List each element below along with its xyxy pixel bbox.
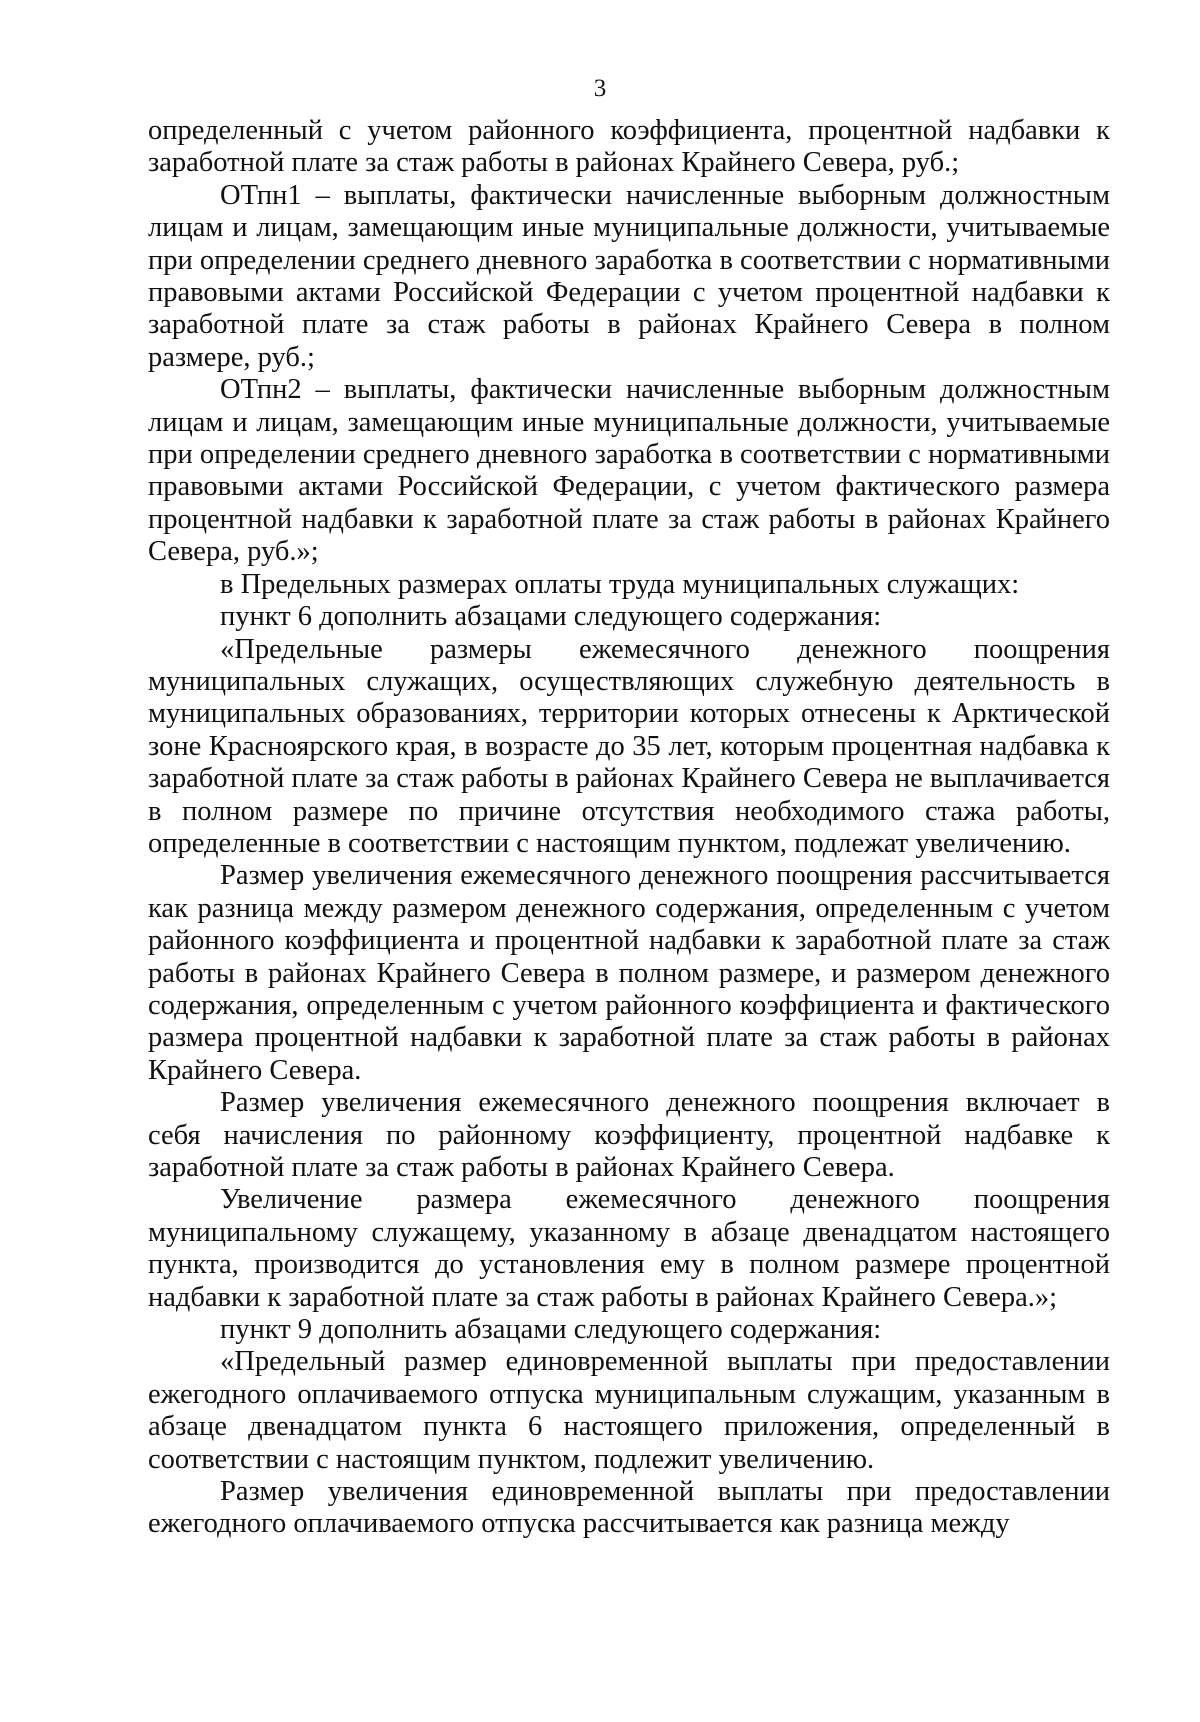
document-body: [148, 115, 1110, 1541]
paragraph-otpn2-definition: ОТпн2 – выплаты, фактически начисленные выборным должностным лицам и лицам, замещающим иные муниципальные должности, учитываемые при определении среднего дневного заработка в соответствии с нормативными правовыми актами Российской Федерации, с учетом фактического размера процентной надбавки к заработной плате за стаж работы в районах Крайнего Севера, руб.»;: [148, 374, 1110, 568]
paragraph-item-6-intro: пункт 6 дополнить абзацами следующего содержания:: [220, 601, 882, 633]
paragraph-otpn1-definition: ОТпн1 – выплаты, фактически начисленные выборным должностным лицам и лицам, замещающим иные муниципальные должности, учитываемые при определении среднего дневного заработка в соответствии с нормативными правовыми актами Российской Федерации с учетом процентной надбавки к заработной плате за стаж работы в районах Крайнего Севера в полном размере, руб.;: [148, 179, 1110, 373]
paragraph-item-6-duration: Увеличение размера ежемесячного денежного поощрения муниципальному служащему, указанному в абзаце двенадцатом настоящего пункта, производится до установления ему в полном размере процентной надбавки к заработной плате за стаж работы в районах Крайнего Севера.»;: [148, 1184, 1110, 1313]
paragraph-continuation: определенный с учетом районного коэффициента, процентной надбавки к заработной плате за стаж работы в районах Крайнего Севера, руб.;: [148, 115, 1110, 179]
paragraph-item-9-intro: пункт 9 дополнить абзацами следующего содержания:: [220, 1314, 882, 1346]
paragraph-item-6-calculation: Размер увеличения ежемесячного денежного поощрения рассчитывается как разница между размером денежного содержания, определенным с учетом районного коэффициента и процентной надбавки к заработной плате за стаж работы в районах Крайнего Севера в полном размере, и размером денежного содержания, определенным с учетом районного коэффициента и фактического размера процентной надбавки к заработной плате за стаж работы в районах Крайнего Севера.: [148, 860, 1110, 1086]
paragraph-item-6-includes: Размер увеличения ежемесячного денежного поощрения включает в себя начисления по районному коэффициенту, процентной надбавке к заработной плате за стаж работы в районах Крайнего Севера.: [148, 1087, 1110, 1183]
paragraph-limits-intro: в Предельных размерах оплаты труда муниципальных служащих:: [220, 568, 1020, 600]
paragraph-item-9-calculation: Размер увеличения единовременной выплаты при предоставлении ежегодного оплачиваемого отпуска рассчитывается как разница между: [148, 1476, 1110, 1540]
paragraph-item-9-limit: «Предельный размер единовременной выплаты при предоставлении ежегодного оплачиваемого отпуска муниципальным служащим, указанным в абзаце двенадцатом пункта 6 настоящего приложения, определенный в соответствии с настоящим пунктом, подлежит увеличению.: [148, 1346, 1110, 1475]
page-number: 3: [593, 75, 607, 102]
paragraph-item-6-limits: «Предельные размеры ежемесячного денежного поощрения муниципальных служащих, осуществляющих служебную деятельность в муниципальных образованиях, территории которых отнесены к Арктической зоне Красноярского края, в возрасте до 35 лет, которым процентная надбавка к заработной плате за стаж работы в районах Крайнего Севера не выплачивается в полном размере по причине отсутствия необходимого стажа работы, определенные в соответствии с настоящим пунктом, подлежат увеличению.: [148, 633, 1110, 859]
